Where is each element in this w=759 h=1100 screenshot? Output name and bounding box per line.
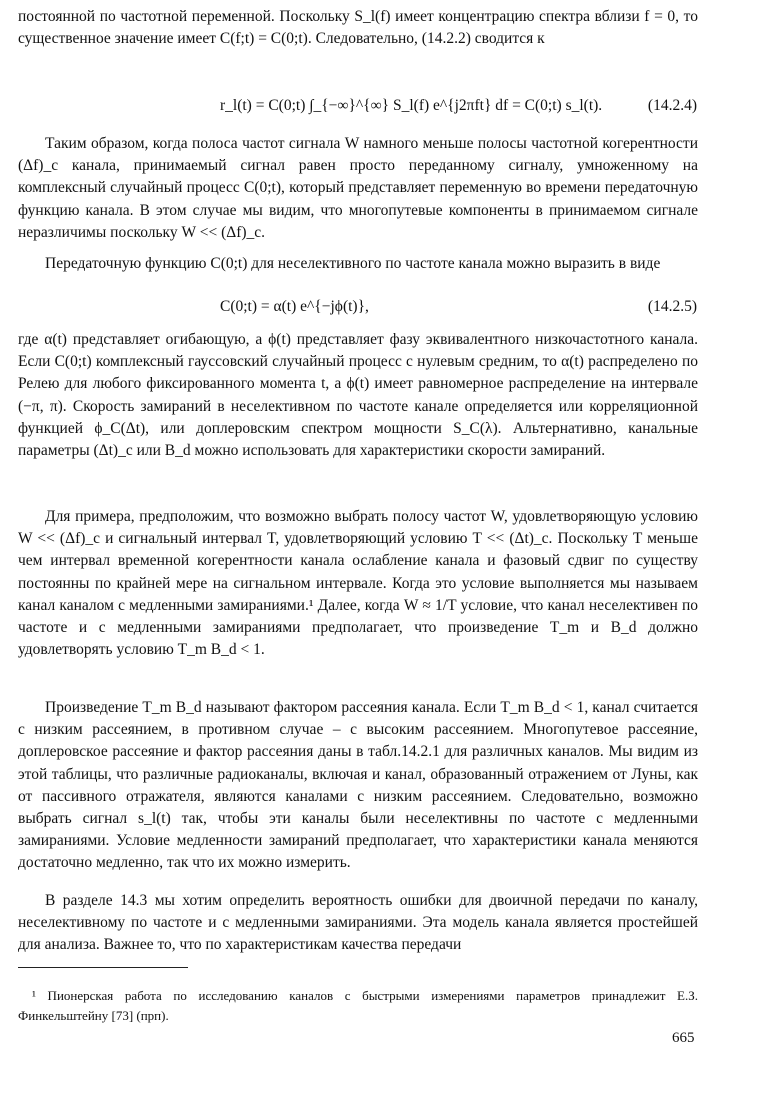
paragraph: В разделе 14.3 мы хотим определить вероятность ошибки для двоичной передачи по каналу, неселективному по частоте и с медленными замираниями. Эта модель канала является простейшей для анализа. Важнее то, что по характеристикам качества передачи [18,892,698,954]
equation-number: (14.2.4) [647,97,697,114]
page-number: 665 [672,1030,695,1046]
equation-number: (14.2.5) [647,298,697,315]
paragraph: Произведение T_m B_d называют фактором рассеяния канала. Если T_m B_d < 1, канал считается с низким рассеянием, в противном случае – с высоким рассеянием. Многопутевое рассеяние, доплеровское рассеяние и фактор рассеяния даны в табл.14.2.1 для различных каналов. Мы видим из этой таблицы, что различные радиоканалы, включая и канал, образованный отражением от Луны, как от пассивного отражателя, являются каналами с низким рассеянием. Следовательно, возможно выбрать сигнал s_l(t) так, чтобы эти каналы были неселективны по частоте с медленными замираниями. Условие медленности замираний предполагает, что характеристики канала меняются достаточно медленно, так что их можно измерить. [18,699,698,872]
paragraph: Для примера, предположим, что возможно выбрать полосу частот W, удовлетворяющую условию W << (Δf)_c и сигнальный интервал T, удовлетворяющий условию T << (Δt)_c. Поскольку T меньше чем интервал временной когерентности канала ослабление канала и фазовый сдвиг по существу постоянны по крайней мере на сигнальном интервале. Когда это условие выполняется мы называем канал каналом с медленными замираниями.¹ Далее, когда W ≈ 1/T условие, что канал неселективен по частоте и с медленными замираниями предполагает, что произведение T_m и B_d должно удовлетворять условию T_m B_d < 1. [18,508,698,659]
equation-14-2-4 [0,95,759,121]
footnote: ¹ Пионерская работа по исследованию каналов с быстрыми измерениями параметров принадлежит Е.З. Финкельштейну [73] (прп). [18,988,698,1023]
paragraph: Передаточную функцию C(0;t) для неселективного по частоте канала можно выразить в виде [45,255,661,272]
footnote-divider [18,967,188,968]
equation-formula: C(0;t) = α(t) e^{−jϕ(t)}, [220,298,369,315]
paragraph: где α(t) представляет огибающую, а ϕ(t) представляет фазу эквивалентного низкочастотного канала. Если C(0;t) комплексный гауссовский случайный процесс с нулевым средним, то α(t) распределено по Релею для любого фиксированного момента t, а ϕ(t) имеет равномерное распределение на интервале (−π, π). Скорость замираний в неселективном по частоте канале определяется или корреляционной функцией ϕ_C(Δt), или доплеровским спектром мощности S_C(λ). Альтернативно, канальные параметры (Δt)_c или B_d можно использовать для характеристики скорости замираний. [18,331,698,460]
paragraph: постоянной по частотной переменной. Поскольку S_l(f) имеет концентрацию спектра вблизи f = 0, то существенное значение имеет C(f;t) = C(0;t). Следовательно, (14.2.2) сводится к [18,8,698,48]
paragraph: Таким образом, когда полоса частот сигнала W намного меньше полосы частотной когерентности (Δf)_c канала, принимаемый сигнал равен просто переданному сигналу, умноженному на комплексный случайный процесс C(0;t), который представляет переменную во времени передаточную функцию канала. В этом случае мы видим, что многопутевые компоненты в принимаемом сигнале неразличимы поскольку W << (Δf)_c. [18,135,698,241]
equation-14-2-5 [0,296,759,322]
equation-formula: r_l(t) = C(0;t) ∫_{−∞}^{∞} S_l(f) e^{j2πft} df = C(0;t) s_l(t). [220,97,603,114]
